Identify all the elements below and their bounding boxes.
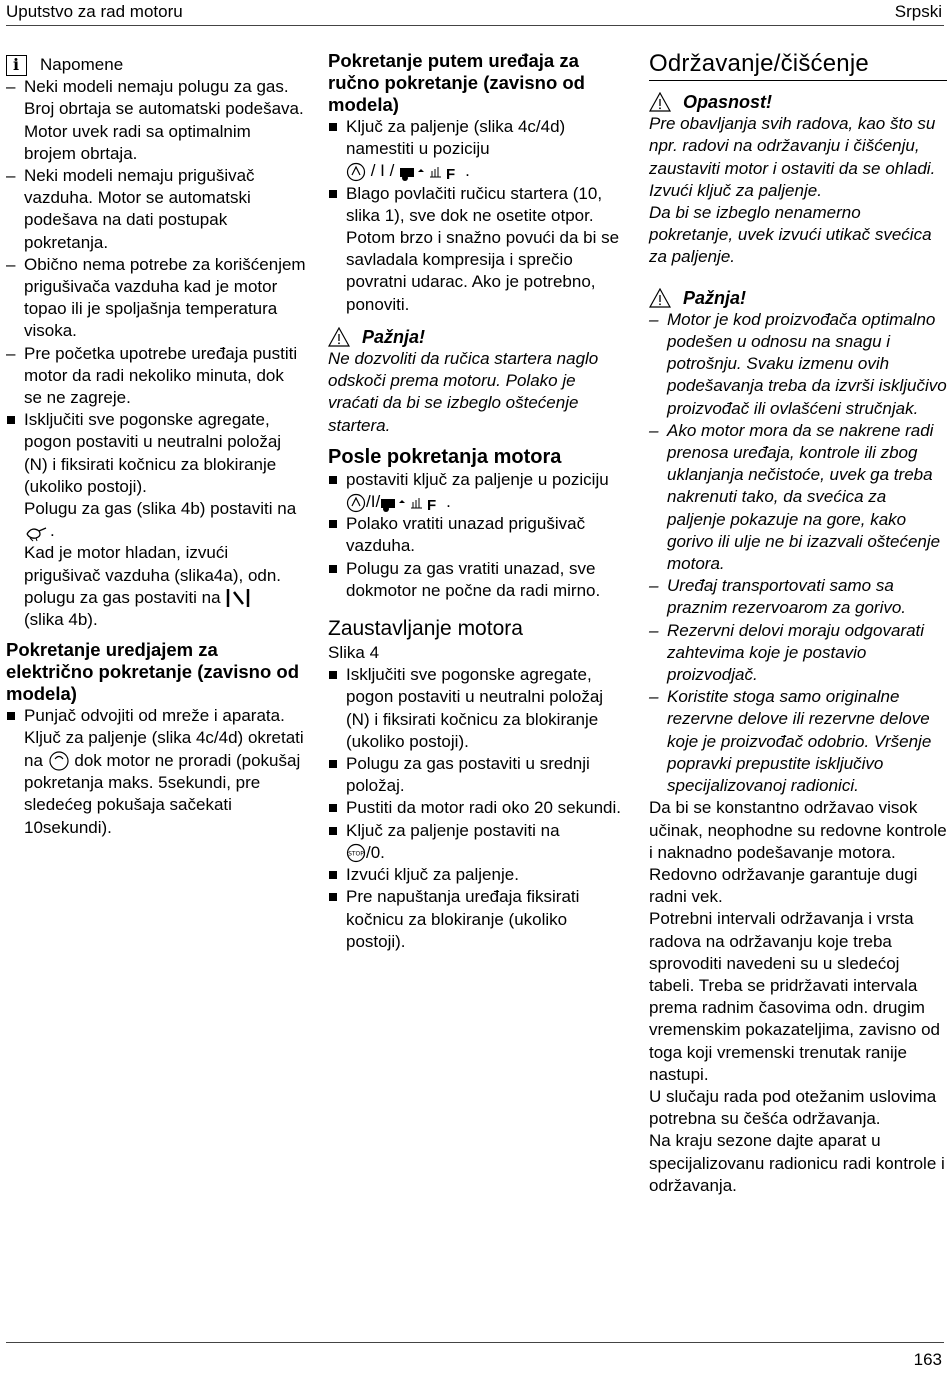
ignition-key-icon	[48, 750, 70, 772]
note-heading	[6, 54, 306, 76]
warning-triangle-icon	[649, 92, 671, 112]
heading-after-start: Posle pokretanja motora	[328, 445, 562, 468]
throttle-text: Polugu za gas (slika 4b) postaviti na	[24, 499, 297, 519]
danger-text: Da bi se izbeglo nenamerno pokretanje, uvek izvući utikač svećica za paljenje.	[649, 203, 932, 267]
danger-text: Pre obavljanja svih radova, kao što su npr. radovi na održavanju i čišćenju, zaustaviti motor i ostaviti da se ohladi. Izvući ključ za paljenje.	[649, 114, 936, 200]
column-2	[328, 50, 626, 953]
note-item: – Pre početka upotrebe uređaja pustiti motor da radi nekoliko minuta, dok se ne zagreje.	[6, 343, 306, 410]
key-text: Ključ za paljenje (slika 4c/4d) okretati na	[24, 728, 304, 770]
step-item: Punjač odvojiti od mreže i aparata.	[6, 705, 306, 727]
step-item: Pustiti da motor radi oko 20 sekundi.	[328, 797, 626, 819]
warning-label: Pažnja!	[683, 287, 747, 308]
choke-figure-ref: (slika 4b).	[24, 610, 98, 630]
step-item: Polugu za gas vratiti unazad, sve dokmotor ne počne da radi mirno.	[328, 558, 626, 602]
info-icon	[6, 55, 27, 76]
warning-triangle-icon	[328, 327, 350, 347]
paragraph: Na kraju sezone dajte aparat u specijalizovanu radionicu radi kontrole i održavanja.	[649, 1131, 945, 1195]
step-continuation	[6, 727, 306, 838]
throttle-icon	[24, 522, 50, 542]
warning-label: Pažnja!	[362, 326, 426, 347]
note-item: – Neki modeli nemaju polugu za gas. Broj obrtaja se automatski podešava. Motor uvek radi sa optimalnim brojem obrtaja.	[6, 76, 306, 165]
stop-icon	[346, 843, 366, 863]
step-text: Ključ za paljenje postaviti na	[346, 820, 560, 840]
heading-electric-start: Pokretanje uredjajem za električno pokretanje (zavisno od modela)	[6, 639, 299, 705]
step-item: Polugu za gas postaviti u srednji položaj.	[328, 753, 626, 797]
step-item	[328, 469, 626, 513]
warning-item: – Rezervni delovi moraju odgovarati zahtevima koje je postavio proizvodjač.	[649, 620, 947, 687]
key-text-end: dok motor ne proradi (pokušaj pokretanja maks. 5sekundi, pre sledećeg pokušaja sačekati 10sekundi).	[24, 750, 301, 837]
step-item: Polako vratiti unazad prigušivač vazduha.	[328, 513, 626, 557]
choke-icon	[225, 588, 251, 608]
column-3	[649, 50, 947, 1197]
warning-triangle-icon	[649, 288, 671, 308]
paragraph: Potrebni intervali održavanja i vrsta radova na održavanju koje treba sprovoditi navedeni su u sledećoj tabeli. Treba se pridržavati intervala prema radnim časovima odn. drugim vremenskim pokazateljima, zavisno od toga koji vremenski trenutak ranije nastupi.	[649, 909, 941, 1084]
note-item: – Obično nema potrebe za korišćenjem prigušivača vazduha kad je motor topao ili je spoljašnja temperatura visoka.	[6, 254, 306, 343]
note-title: Napomene	[40, 55, 124, 74]
step-text: Ključ za paljenje (slika 4c/4d) namestiti u poziciju	[346, 117, 566, 159]
svg-text:STOP: STOP	[348, 850, 364, 858]
paragraph: Da bi se konstantno održavao visok učinak, neophodne su redovne kontrole i naknadno podešavanje motora. Redovno održavanje garantuje dugi radni vek.	[649, 798, 947, 907]
choke-text: Kad je motor hladan, izvući prigušivač vazduha (slika4a), odn. polugu za gas postaviti na	[24, 543, 282, 607]
step-text: postaviti ključ za paljenje u poziciju	[346, 469, 609, 489]
step-item: Isključiti sve pogonske agregate, pogon postaviti u neutralni položaj (N) i fiksirati kočnicu za blokiranje (ukoliko postoji).	[6, 409, 306, 498]
step-item: Blago povlačiti ručicu startera (10, slika 1), sve dok ne osetite otpor. Potom brzo i snažno povući da bi se savladala kompresija i sprečio povratni udarac. Ako je potrebno, ponoviti.	[328, 183, 626, 316]
note-item: – Neki modeli nemaju prigušivač vazduha. Motor se automatski podešava na dati postupak pokretanja.	[6, 165, 306, 254]
warning-item: – Ako motor mora da se nakrene radi prenosa uređaja, kontrole ili zbog uklanjanja nečistoće, uvek ga treba nakrenuti tako, da svećica za paljenje pokazuje na gore, kako gorivo ili ulje ne bi izazvali oštećenje motora.	[649, 420, 947, 575]
step-item: Izvući ključ za paljenje.	[328, 864, 626, 886]
header-language: Srpski	[894, 2, 942, 21]
position-label: /0.	[366, 842, 385, 862]
footer-rule	[6, 1342, 944, 1343]
danger-label: Opasnost!	[683, 92, 773, 112]
speed-control-icon	[399, 162, 465, 182]
figure-reference: Slika 4	[328, 643, 380, 663]
position-label: /I/	[366, 492, 381, 512]
page-number: 163	[913, 1350, 942, 1369]
header-title: Uputstvo za rad motoru	[6, 2, 183, 21]
warning-item: – Motor je kod proizvođača optimalno podešen u odnosu na snagu i potrošnju. Svaku izmenu ovih podešavanja treba da izvrši isključivo proizvođač ili ovlašćeni stručnjak.	[649, 309, 947, 420]
warning-text: Ne dozvoliti da ručica startera naglo odskoči prema motoru. Polako je vraćati da bi se izbeglo oštećenje startera.	[328, 349, 599, 435]
symbol-period: .	[446, 492, 451, 512]
position-label: / I /	[370, 161, 395, 181]
step-item: Pre napuštanja uređaja fiksirati kočnicu za blokiranje (ukoliko postoji).	[328, 886, 626, 953]
svg-text:F: F	[427, 496, 437, 513]
step-item	[328, 116, 626, 183]
header-rule	[6, 25, 944, 26]
heading-stop-engine: Zaustavljanje motora	[328, 617, 523, 641]
heading-manual-start: Pokretanje putem uređaja za ručno pokretanje (zavisno od modela)	[328, 50, 585, 115]
step-continuation	[6, 498, 306, 631]
throttle-period: .	[50, 521, 55, 541]
column-1	[6, 50, 306, 839]
svg-text:F: F	[446, 165, 456, 182]
speed-control-icon	[380, 493, 446, 513]
paragraph: U slučaju rada pod otežanim uslovima potrebna su češća održavanja.	[649, 1086, 937, 1129]
heading-maintenance: Održavanje/čišćenje	[649, 50, 947, 81]
danger-heading	[649, 91, 947, 113]
step-item	[328, 820, 626, 864]
warning-item: – Uređaj transportovati samo sa praznim rezervoarom za gorivo.	[649, 575, 947, 619]
warning-heading	[328, 326, 626, 348]
warning-heading	[649, 287, 947, 309]
warning-item: – Koristite stoga samo originalne rezervne delove ili rezervne delove koje je proizvođač odobrio. Vršenje popravki prepustite isključivo specijalizovanoj radionici.	[649, 686, 947, 797]
choke-icon	[346, 493, 366, 513]
symbol-period: .	[465, 161, 470, 181]
choke-icon	[346, 162, 366, 182]
step-item: Isključiti sve pogonske agregate, pogon postaviti u neutralni položaj (N) i fiksirati kočnicu za blokiranje (ukoliko postoji).	[328, 664, 626, 753]
